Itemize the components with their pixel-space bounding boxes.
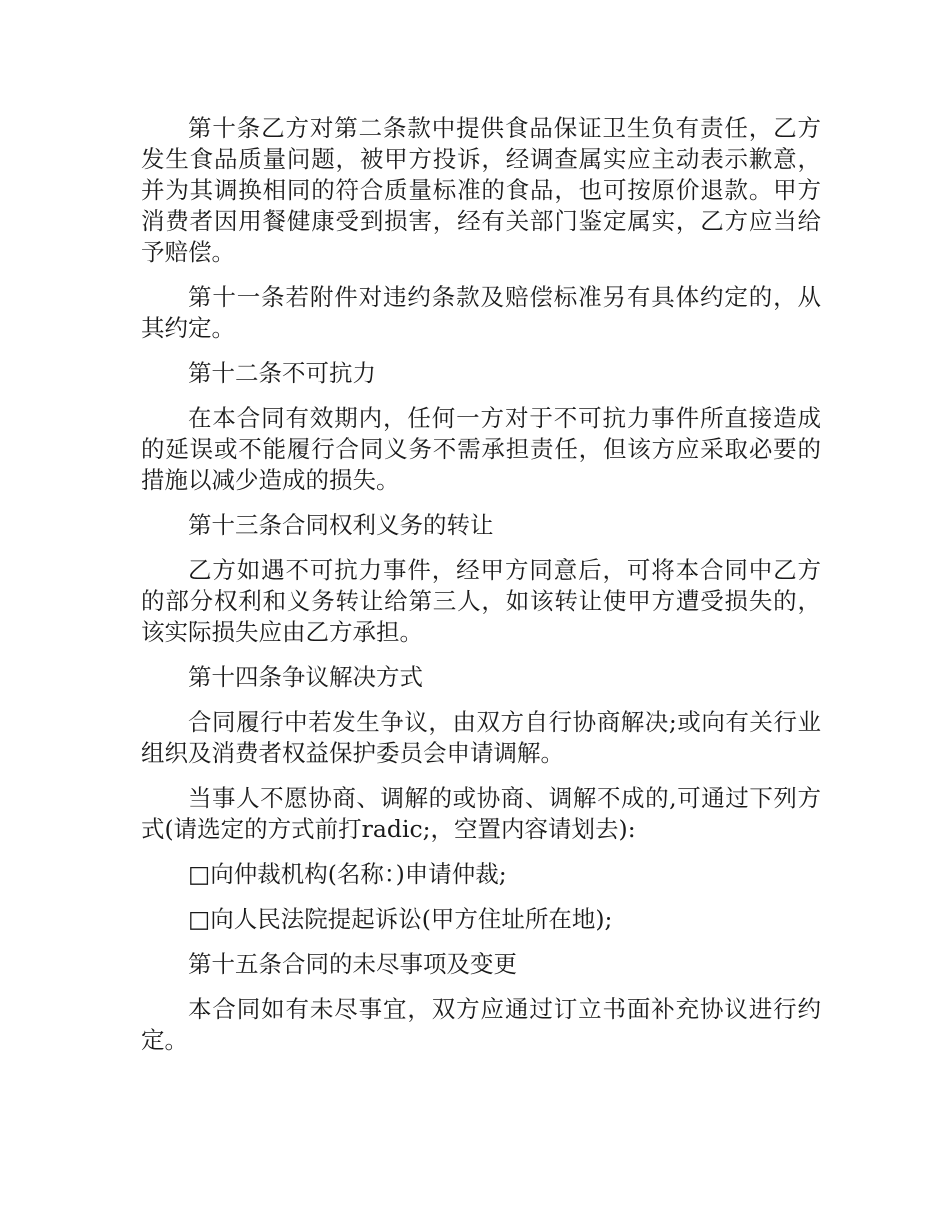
option-arbitration: □向仲裁机构(名称：)申请仲裁; bbox=[188, 860, 507, 888]
dispute-options-intro: 当事人不愿协商、调解的或协商、调解不成的,可通过下列方式(请选定的方式前打radic;，空置内容请划去): bbox=[141, 784, 821, 843]
clause-13-paragraph: 乙方如遇不可抗力事件，经甲方同意后，可将本合同中乙方的部分权利和义务转让给第三人，如该转让使甲方遭受损失的，该实际损失应由乙方承担。 bbox=[141, 556, 821, 646]
document-body bbox=[141, 113, 821, 1070]
option-litigation: □向人民法院提起诉讼(甲方住址所在地); bbox=[188, 905, 613, 933]
clause-14-heading: 第十四条争议解决方式 bbox=[188, 663, 423, 691]
clause-12-paragraph: 在本合同有效期内，任何一方对于不可抗力事件所直接造成的延误或不能履行合同义务不需承担责任，但该方应采取必要的措施以减少造成的损失。 bbox=[141, 404, 821, 494]
clause-15-paragraph: 本合同如有未尽事宜，双方应通过订立书面补充协议进行约定。 bbox=[141, 995, 821, 1054]
clause-12-heading: 第十二条不可抗力 bbox=[188, 359, 376, 387]
clause-14-paragraph: 合同履行中若发生争议，由双方自行协商解决;或向有关行业组织及消费者权益保护委员会申请调解。 bbox=[141, 708, 821, 767]
clause-11-paragraph: 第十一条若附件对违约条款及赔偿标准另有具体约定的，从其约定。 bbox=[141, 283, 821, 342]
clause-10-paragraph: 第十条乙方对第二条款中提供食品保证卫生负有责任，乙方发生食品质量问题，被甲方投诉，经调查属实应主动表示歉意，并为其调换相同的符合质量标准的食品，也可按原价退款。甲方消费者因用餐健康受到损害，经有关部门鉴定属实，乙方应当给予赔偿。 bbox=[141, 114, 821, 266]
clause-13-heading: 第十三条合同权利义务的转让 bbox=[188, 511, 494, 539]
clause-15-heading: 第十五条合同的未尽事项及变更 bbox=[188, 950, 517, 978]
